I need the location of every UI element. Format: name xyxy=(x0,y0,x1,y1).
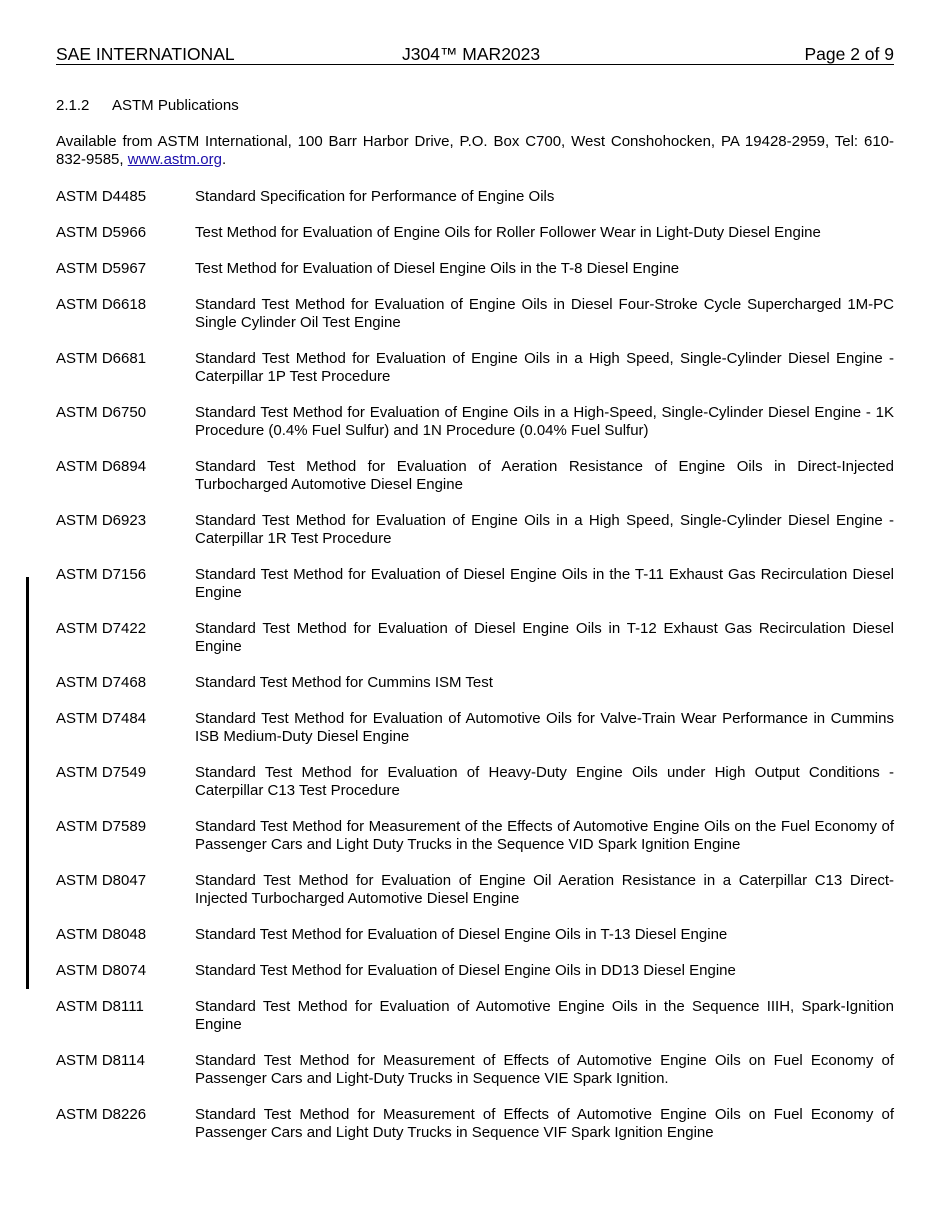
reference-code: ASTM D6618 xyxy=(56,296,147,313)
reference-entry xyxy=(56,620,894,656)
reference-title: Standard Test Method for Evaluation of Engine Oils in a High Speed, Single-Cylinder Diesel Engine - Caterpillar 1R Test Procedure xyxy=(195,512,894,547)
reference-code: ASTM D4485 xyxy=(56,188,147,205)
reference-code: ASTM D7589 xyxy=(56,818,147,835)
reference-title: Standard Specification for Performance of Engine Oils xyxy=(195,188,555,205)
reference-code: ASTM D8074 xyxy=(56,962,147,979)
reference-code: ASTM D8114 xyxy=(56,1052,145,1069)
reference-entry xyxy=(56,1106,894,1142)
reference-code: ASTM D8111 xyxy=(56,998,144,1015)
reference-entry xyxy=(56,404,894,440)
reference-code: ASTM D8047 xyxy=(56,872,147,889)
reference-title: Standard Test Method for Evaluation of Aeration Resistance of Engine Oils in Direct-Injected Turbocharged Automotive Diesel Engine xyxy=(195,458,894,493)
reference-title: Standard Test Method for Evaluation of Engine Oil Aeration Resistance in a Caterpillar C13 Direct-Injected Turbocharged Automotive Diesel Engine xyxy=(195,872,894,907)
section-number: 2.1.2 xyxy=(56,97,90,114)
reference-code: ASTM D7468 xyxy=(56,674,147,691)
availability-trailing: . xyxy=(221,151,227,168)
reference-code: ASTM D7484 xyxy=(56,710,147,727)
reference-code: ASTM D6923 xyxy=(56,512,147,529)
reference-entry xyxy=(56,674,894,692)
reference-title: Standard Test Method for Evaluation of Engine Oils in Diesel Four-Stroke Cycle Supercharged 1M-PC Single Cylinder Oil Test Engine xyxy=(195,296,894,331)
reference-title: Standard Test Method for Evaluation of Automotive Oils for Valve-Train Wear Performance in Cummins ISB Medium-Duty Diesel Engine xyxy=(195,710,894,745)
availability-text: Available from ASTM International, 100 Barr Harbor Drive, P.O. Box C700, West Conshohocken, PA 19428-2959, Tel: 610-832-9585, xyxy=(56,133,894,168)
header-document-id: J304™ MAR2023 xyxy=(402,44,541,64)
reference-code: ASTM D7422 xyxy=(56,620,147,637)
reference-title: Test Method for Evaluation of Engine Oils for Roller Follower Wear in Light-Duty Diesel Engine xyxy=(195,224,821,241)
section-heading xyxy=(56,97,239,115)
reference-title: Standard Test Method for Evaluation of Automotive Engine Oils in the Sequence IIIH, Spark-Ignition Engine xyxy=(195,998,894,1033)
reference-entry xyxy=(56,296,894,332)
page-header xyxy=(56,44,894,65)
reference-title: Standard Test Method for Evaluation of Engine Oils in a High-Speed, Single-Cylinder Diesel Engine - 1K Procedure (0.4% Fuel Sulfur) and 1N Procedure (0.04% Fuel Sulfur) xyxy=(195,404,894,439)
reference-title: Standard Test Method for Evaluation of Engine Oils in a High Speed, Single-Cylinder Diesel Engine - Caterpillar 1P Test Procedure xyxy=(195,350,894,385)
reference-code: ASTM D5967 xyxy=(56,260,147,277)
availability-paragraph xyxy=(56,133,894,169)
reference-title: Standard Test Method for Evaluation of Diesel Engine Oils in the T-11 Exhaust Gas Recirculation Diesel Engine xyxy=(195,566,894,601)
reference-entry xyxy=(56,998,894,1034)
reference-code: ASTM D7156 xyxy=(56,566,147,583)
reference-entry xyxy=(56,1052,894,1088)
reference-entry xyxy=(56,962,894,980)
reference-entry xyxy=(56,188,894,206)
reference-title: Standard Test Method for Measurement of Effects of Automotive Engine Oils on Fuel Economy of Passenger Cars and Light-Duty Trucks in Sequence VIE Spark Ignition. xyxy=(195,1052,894,1087)
reference-title: Standard Test Method for Evaluation of Diesel Engine Oils in T-12 Exhaust Gas Recirculation Diesel Engine xyxy=(195,620,894,655)
reference-code: ASTM D6750 xyxy=(56,404,147,421)
reference-entry xyxy=(56,764,894,800)
reference-title: Test Method for Evaluation of Diesel Engine Oils in the T-8 Diesel Engine xyxy=(195,260,680,277)
section-title: ASTM Publications xyxy=(112,97,239,114)
reference-title: Standard Test Method for Measurement of the Effects of Automotive Engine Oils on the Fuel Economy of Passenger Cars and Light Duty Trucks in the Sequence VID Spark Ignition Engine xyxy=(195,818,894,853)
astm-website-link[interactable]: www.astm.org xyxy=(127,151,222,168)
reference-code: ASTM D8048 xyxy=(56,926,147,943)
reference-code: ASTM D8226 xyxy=(56,1106,147,1123)
reference-entry xyxy=(56,818,894,854)
reference-entry xyxy=(56,260,894,278)
reference-code: ASTM D7549 xyxy=(56,764,147,781)
reference-code: ASTM D5966 xyxy=(56,224,147,241)
reference-entry xyxy=(56,512,894,548)
reference-title: Standard Test Method for Measurement of Effects of Automotive Engine Oils on Fuel Economy of Passenger Cars and Light Duty Trucks in Sequence VIF Spark Ignition Engine xyxy=(195,1106,894,1141)
reference-title: Standard Test Method for Cummins ISM Test xyxy=(195,674,493,691)
reference-entry xyxy=(56,224,894,242)
reference-title: Standard Test Method for Evaluation of Diesel Engine Oils in DD13 Diesel Engine xyxy=(195,962,736,979)
reference-list xyxy=(56,188,894,1160)
header-page-number: Page 2 of 9 xyxy=(804,44,894,64)
reference-entry xyxy=(56,926,894,944)
reference-title: Standard Test Method for Evaluation of Heavy-Duty Engine Oils under High Output Conditions - Caterpillar C13 Test Procedure xyxy=(195,764,894,799)
reference-entry xyxy=(56,710,894,746)
reference-entry xyxy=(56,872,894,908)
reference-entry xyxy=(56,350,894,386)
reference-title: Standard Test Method for Evaluation of Diesel Engine Oils in T-13 Diesel Engine xyxy=(195,926,728,943)
reference-entry xyxy=(56,566,894,602)
reference-entry xyxy=(56,458,894,494)
header-organization: SAE INTERNATIONAL xyxy=(56,44,235,64)
reference-code: ASTM D6894 xyxy=(56,458,147,475)
revision-change-bar xyxy=(26,577,29,989)
reference-code: ASTM D6681 xyxy=(56,350,147,367)
